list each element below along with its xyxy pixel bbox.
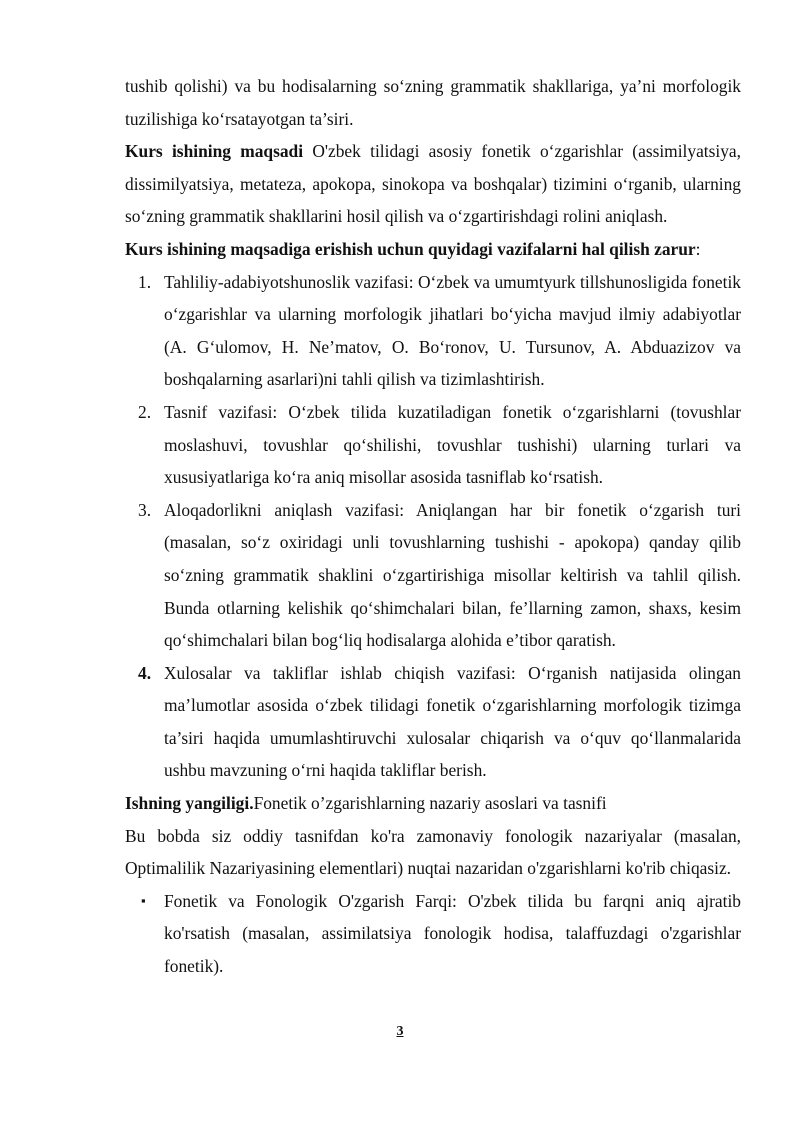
- task-text: O‘rganish natijasida olingan ma’lumotlar asosida o‘zbek tilidagi fonetik o‘zgarishlarning morfologik tizimga ta’siri haqida umumlashtiruvchi xulosalar chiqarish va o‘quv qo‘llanmalarida ushbu mavzuning o‘rni haqida takliflar berish.: [164, 662, 741, 781]
- task-label: Tahliliy-adabiyotshunoslik vazifasi:: [164, 271, 414, 292]
- task-text: O‘zbek tilida kuzatiladigan fonetik o‘zgarishlarni (tovushlar moslashuvi, tovushlar qo‘shilishi, tovushlar tushishi) ularning turlari va xususiyatlariga ko‘ra aniq misollar asosida tasniflab ko‘rsatish.: [164, 401, 741, 488]
- task-text: Aniqlangan har bir fonetik o‘zgarish turi (masalan, so‘z oxiridagi unli tovushlarning tushishi - apokopa) qanday qilib so‘zning grammatik shaklini o‘zgartirishiga misollar keltirish va tahlil qilish. Bunda otlarning kelishik qo‘shimchalari bilan, fe’llarning zamon, shaxs, kesim qo‘shimchalari bilan bog‘liq hodisalarga alohida e’tibor qaratish.: [164, 499, 742, 651]
- task-label: Aloqadorlikni aniqlash vazifasi:: [164, 499, 405, 520]
- task-label: Xulosalar va takliflar ishlab chiqish vazifasi:: [164, 662, 516, 683]
- square-bullet-icon: ▪: [141, 892, 146, 908]
- novelty-label: Ishning yangiligi.: [125, 793, 254, 814]
- bullet-text: O'zbek tilida bu farqni aniq ajratib ko'rsatish (masalan, assimilatsiya fonologik hodisa, talaffuzdagi o'zgarishlar fonetik).: [164, 890, 741, 977]
- task-item: [125, 657, 741, 787]
- task-number: 3.: [138, 499, 152, 520]
- paragraph-continuation: tushib qolishi) va bu hodisalarning so‘zning grammatik shakllariga, ya’ni morfologik tuzilishiga ko‘rsatayotgan ta’siri.: [125, 76, 741, 129]
- task-number: 2.: [138, 401, 152, 422]
- page-content: [125, 70, 741, 983]
- course-goal-label: Kurs ishining maqsadi: [125, 141, 304, 162]
- task-item: [125, 494, 741, 657]
- tasks-heading: Kurs ishining maqsadiga erishish uchun quyidagi vazifalarni hal qilish zarur: [125, 238, 696, 259]
- novelty-paragraph: [125, 787, 741, 820]
- task-label: Tasnif vazifasi:: [164, 401, 278, 422]
- course-goal-text: O'zbek tilidagi asosiy fonetik o‘zgarishlar (assimilyatsiya, dissimilyatsiya, metateza, apokopa, sinokopa va boshqalar) tizimini o‘rganib, ularning so‘zning grammatik shakllarini hosil qilish va o‘zgartirishdagi rolini aniqlash.: [125, 141, 741, 227]
- bullet-list: [125, 885, 741, 983]
- bullet-label: Fonetik va Fonologik O'zgarish Farqi:: [164, 890, 457, 911]
- tasks-heading-paragraph: [125, 233, 741, 266]
- task-number: 4.: [138, 662, 152, 683]
- task-text: O‘zbek va umumtyurk tillshunosligida fonetik o‘zgarishlar va ularning morfologik jihatlari bo‘yicha mavjud ilmiy adabiyotlar (A. G‘ulomov, H. Ne’matov, O. Bo‘ronov, U. Tursunov, A. Abduazizov va boshqalarning asarlari)ni tahli qilish va tizimlashtirish.: [164, 271, 741, 390]
- task-number: 1.: [138, 271, 152, 292]
- course-goal-paragraph: [125, 135, 741, 233]
- novelty-text: Fonetik o’zgarishlarning nazariy asoslari va tasnifi: [253, 793, 607, 814]
- tasks-heading-colon: :: [695, 238, 701, 259]
- task-item: [125, 266, 741, 396]
- task-item: [125, 396, 741, 494]
- page-number: 3: [396, 1024, 404, 1039]
- tasks-list: [125, 266, 741, 788]
- bullet-item: [125, 885, 741, 983]
- intro-paragraph: Bu bobda siz oddiy tasnifdan ko'ra zamonaviy fonologik nazariyalar (masalan, Optimalilik Nazariyasining elementlari) nuqtai nazaridan o'zgarishlarni ko'rib chiqasiz.: [125, 825, 741, 879]
